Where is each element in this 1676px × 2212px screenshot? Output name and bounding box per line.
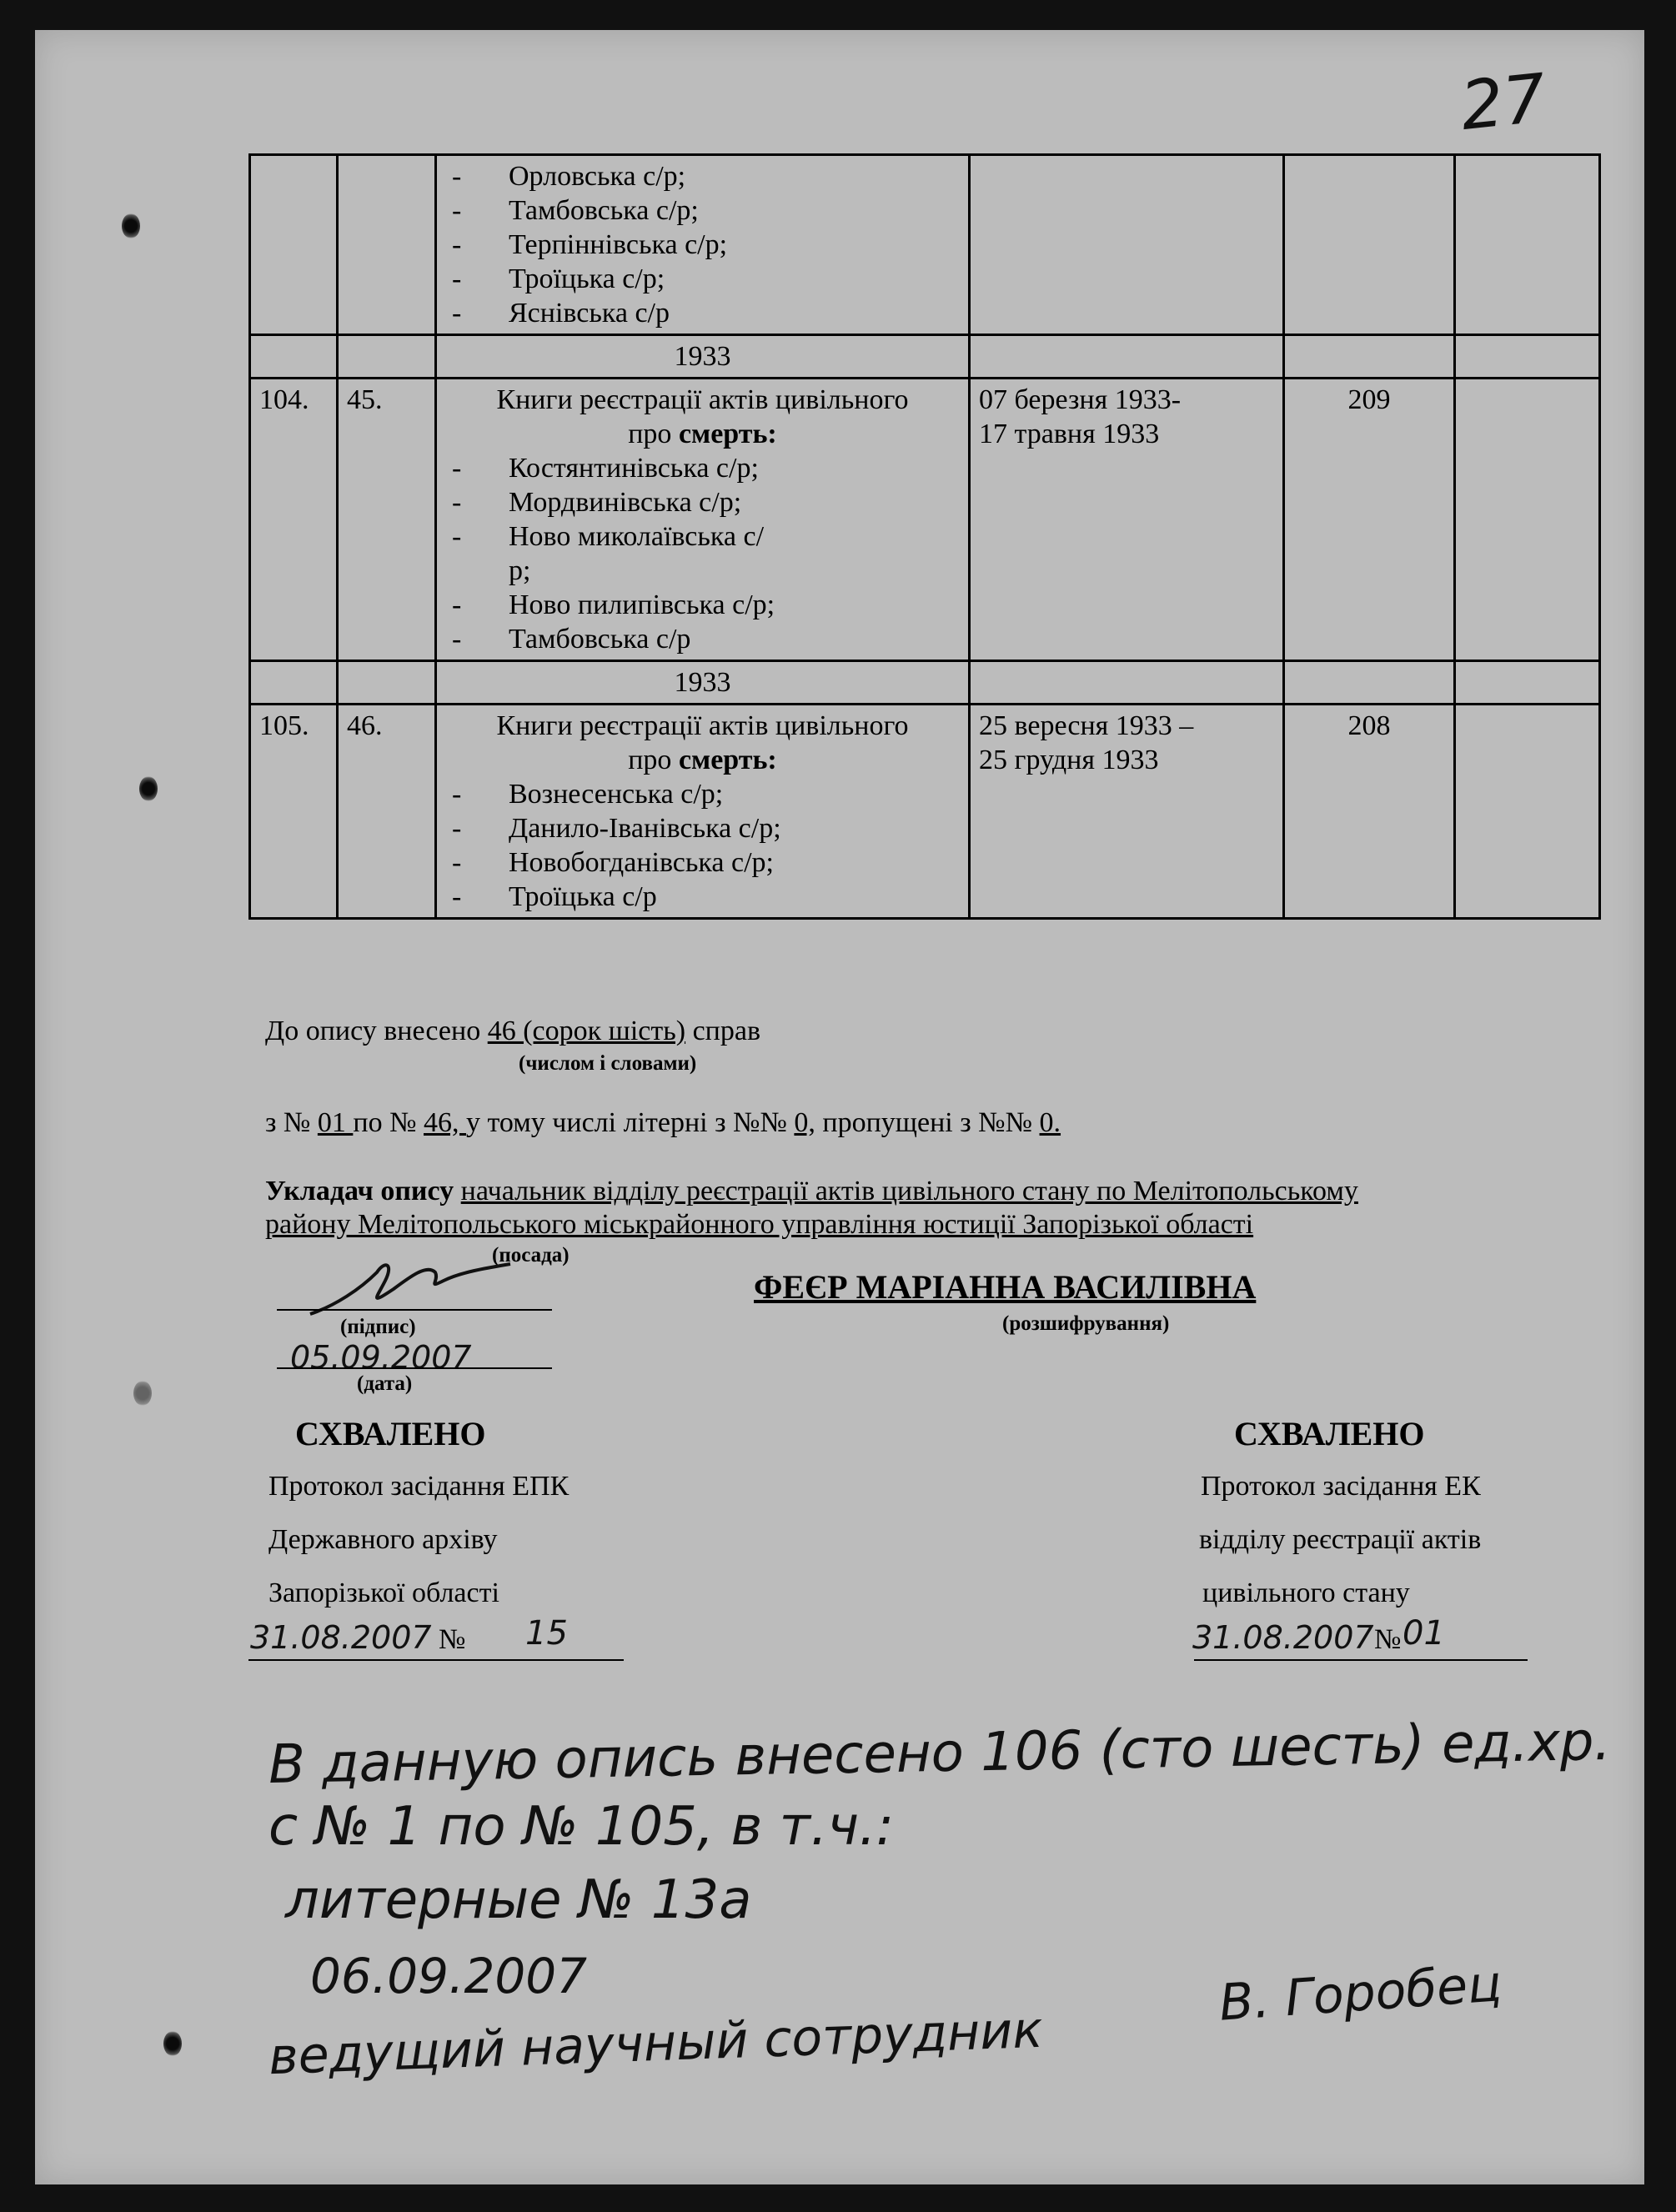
year-label: 1933 <box>436 661 970 705</box>
list-item: - Троїцька с/р; <box>452 262 960 296</box>
approve-right-date: 31.08.2007 <box>1192 1619 1374 1656</box>
list-item: - Новобогданівська с/р; <box>452 845 784 880</box>
table-row <box>250 705 1600 919</box>
file-title: Книги реєстрації актів цивільного про смерть: <box>496 384 909 449</box>
position-note: (посада) <box>492 1244 570 1267</box>
document-page <box>35 30 1644 2184</box>
council-list <box>445 451 960 656</box>
number-sign: № <box>1374 1624 1402 1655</box>
year-row <box>250 661 1600 705</box>
date-note: (дата) <box>357 1372 413 1395</box>
compiler-name: ФЕЄР МАРІАННА ВАСИЛІВНА <box>754 1268 1257 1306</box>
approve-right-line: Протокол засідання ЕК <box>1201 1471 1481 1502</box>
list-item: - Ново пилипівська с/р; <box>452 588 784 622</box>
approve-right-heading: СХВАЛЕНО <box>1234 1415 1425 1452</box>
punch-hole <box>139 776 158 801</box>
folio-number: 27 <box>1457 58 1550 146</box>
approve-right-line: відділу реєстрації актів <box>1199 1524 1482 1555</box>
list-item: - Ново миколаївська с/р; <box>452 519 784 588</box>
list-item: - Мордвинівська с/р; <box>452 485 960 519</box>
council-list <box>445 777 960 914</box>
list-item: - Терпіннівська с/р; <box>452 228 960 262</box>
date-range: 25 вересня 1933 – 25 грудня 1933 <box>970 705 1284 919</box>
handwritten-line: В данную опись внесено 106 (сто шесть) ед.хр. <box>268 1710 1612 1797</box>
handwritten-line: с № 1 по № 105, в т.ч.: <box>268 1796 894 1858</box>
file-title: Книги реєстрації актів цивільного про смерть: <box>496 710 909 775</box>
list-item: - Орловська с/р; <box>452 159 960 193</box>
number-sign: № <box>439 1624 466 1655</box>
year-label: 1933 <box>436 335 970 379</box>
handwritten-signature: В. Горобец <box>1217 1954 1504 2033</box>
summary-line-1: До опису внесено 46 (сорок шість) справ <box>265 1016 760 1046</box>
compiler-date: 05.09.2007 <box>290 1339 472 1376</box>
approve-right-number: 01 <box>1403 1614 1445 1653</box>
approve-right-line: цивільного стану <box>1202 1577 1410 1608</box>
signature-note: (підпис) <box>340 1316 416 1338</box>
approve-left-heading: СХВАЛЕНО <box>295 1415 486 1452</box>
list-item: - Тамбовська с/р <box>452 622 960 656</box>
compiler-line-1: Укладач опису начальник відділу реєстрації актів цивільного стану по Мелітопольському <box>265 1176 1358 1206</box>
row-number: 104. <box>250 379 338 661</box>
protocol-line <box>248 1659 624 1661</box>
date-line <box>277 1367 552 1369</box>
inventory-table <box>248 153 1601 920</box>
punch-hole <box>133 1381 152 1406</box>
list-item: - Тамбовська с/р; <box>452 193 960 228</box>
handwritten-date: 06.09.2007 <box>310 1948 588 2004</box>
file-number: 45. <box>338 379 436 661</box>
protocol-line <box>1194 1659 1528 1661</box>
list-item: - Яснівська с/р <box>452 296 960 330</box>
approve-left-date: 31.08.2007 <box>250 1619 432 1656</box>
council-list <box>445 159 960 330</box>
punch-hole <box>122 213 140 238</box>
sheet-count: 208 <box>1284 705 1455 919</box>
handwritten-line: ведущий научный сотрудник <box>268 2000 1044 2087</box>
date-range: 07 березня 1933- 17 травня 1933 <box>970 379 1284 661</box>
sheet-count: 209 <box>1284 379 1455 661</box>
list-item: - Вознесенська с/р; <box>452 777 960 811</box>
list-item: - Троїцька с/р <box>452 880 960 914</box>
approve-left-number: 15 <box>525 1614 568 1653</box>
compiler-line-2: району Мелітопольського міськрайонного управління юстиції Запорізької області <box>265 1209 1254 1240</box>
list-item: - Костянтинівська с/р; <box>452 451 960 485</box>
summary-line-2: з № 01 по № 46, у тому числі літерні з №№ 0, пропущені з №№ 0. <box>265 1107 1061 1138</box>
file-number: 46. <box>338 705 436 919</box>
approve-left-line: Державного архіву <box>268 1524 498 1555</box>
table-row <box>250 155 1600 335</box>
approve-left-line: Протокол засідання ЕПК <box>268 1471 570 1502</box>
year-row <box>250 335 1600 379</box>
punch-hole <box>163 2031 182 2056</box>
handwritten-line: литерные № 13а <box>285 1869 752 1931</box>
table-row <box>250 379 1600 661</box>
approve-left-line: Запорізької області <box>268 1577 499 1608</box>
signature-line <box>277 1309 552 1311</box>
list-item: - Данило-Іванівська с/р; <box>452 811 784 845</box>
summary-note: (числом і словами) <box>519 1052 697 1075</box>
row-number: 105. <box>250 705 338 919</box>
name-note: (розшифрування) <box>1002 1312 1170 1335</box>
